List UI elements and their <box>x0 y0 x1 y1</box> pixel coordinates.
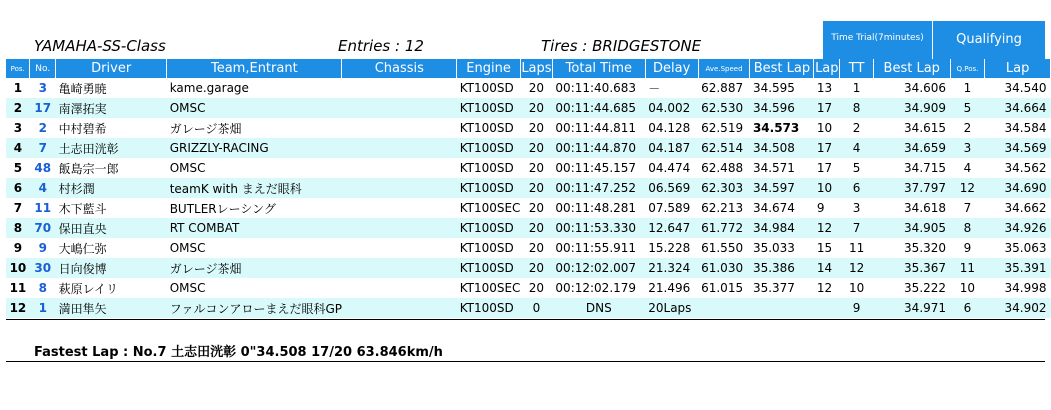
cell-delay: － <box>648 81 661 96</box>
cell-team: ガレージ茶畑 <box>169 121 242 136</box>
cell-pos: 2 <box>6 98 30 118</box>
cell-total-time: 00:11:44.685 <box>552 98 645 118</box>
cell-ave-speed <box>698 298 750 318</box>
cell-ave-speed: 61.015 <box>701 281 744 295</box>
cell-tt-best-lap: 34.715 <box>904 161 947 175</box>
col-tt: TT <box>840 59 874 78</box>
cell-best-lap: 34.596 <box>750 98 814 118</box>
cell-chassis <box>342 78 457 98</box>
cell-lap: 17 <box>816 161 833 175</box>
cell-team: OMSC <box>169 281 206 295</box>
cell-engine: KT100SD <box>457 98 521 118</box>
col-chassis: Chassis <box>342 59 457 78</box>
cell-delay: 04.474 <box>648 161 691 175</box>
cell-pos: 5 <box>13 161 23 175</box>
cell-laps: 20 <box>528 201 545 215</box>
cell-lap: 10 <box>814 178 840 198</box>
cell-tt-best-lap: 34.659 <box>873 138 950 158</box>
cell-best-lap: 35.386 <box>750 258 814 278</box>
cell-total-time: 00:11:47.252 <box>552 178 645 198</box>
cell-no: 7 <box>30 138 56 158</box>
cell-engine: KT100SD <box>459 121 514 135</box>
cell-tt: 3 <box>852 201 861 215</box>
cell-no: 30 <box>30 258 56 278</box>
cell-best-lap: 34.571 <box>752 161 795 175</box>
table-row <box>6 258 1051 278</box>
cell-engine: KT100SD <box>457 138 521 158</box>
cell-pos: 10 <box>6 258 30 278</box>
cell-engine: KT100SD <box>459 81 514 95</box>
cell-driver: 亀崎勇暁 <box>58 81 107 96</box>
col-laps: Laps <box>521 61 552 76</box>
cell-q-lap: 34.690 <box>985 178 1051 198</box>
cell-total-time: DNS <box>552 298 645 318</box>
cell-q-pos: 6 <box>950 298 985 318</box>
cell-chassis <box>342 298 457 318</box>
cell-no: 8 <box>38 281 47 295</box>
cell-tt-best-lap: 35.222 <box>904 281 947 295</box>
cell-no: 70 <box>30 218 56 238</box>
cell-tt: 10 <box>848 281 865 295</box>
table-row <box>6 178 1051 198</box>
cell-no: 17 <box>30 98 56 118</box>
cell-pos: 1 <box>13 81 23 95</box>
cell-ave-speed: 62.514 <box>698 138 750 158</box>
table-row <box>6 78 1051 98</box>
cell-no: 4 <box>30 178 56 198</box>
cell-tt-best-lap: 34.909 <box>873 98 950 118</box>
cell-best-lap: 35.377 <box>752 281 795 295</box>
column-header-row <box>6 59 1051 78</box>
cell-engine: KT100SD <box>457 178 521 198</box>
cell-driver: 土志田洸彰 <box>56 138 167 158</box>
cell-q-lap: 34.584 <box>1004 121 1047 135</box>
cell-team: RT COMBAT <box>167 218 342 238</box>
cell-tt: 12 <box>840 258 874 278</box>
time-trial-header: Time Trial(7minutes) <box>822 21 932 59</box>
cell-ave-speed: 62.519 <box>701 121 744 135</box>
cell-delay: 04.002 <box>645 98 698 118</box>
cell-driver: 保田直央 <box>56 218 167 238</box>
title-row <box>0 36 822 58</box>
cell-pos: 8 <box>6 218 30 238</box>
cell-delay: 21.496 <box>648 281 691 295</box>
col-ave-speed: Ave.Speed <box>698 59 750 78</box>
cell-laps: 20 <box>528 81 545 95</box>
cell-ave-speed: 62.213 <box>701 201 744 215</box>
cell-total-time: 00:11:48.281 <box>555 201 637 215</box>
cell-tt: 2 <box>852 121 861 135</box>
cell-best-lap: 34.508 <box>750 138 814 158</box>
cell-tt-best-lap: 35.320 <box>904 241 947 255</box>
cell-delay: 21.324 <box>645 258 698 278</box>
cell-tt: 1 <box>852 81 861 95</box>
table-row <box>6 238 1051 258</box>
cell-lap: 15 <box>816 241 833 255</box>
cell-lap: 14 <box>814 258 840 278</box>
cell-total-time: 00:12:02.007 <box>552 258 645 278</box>
cell-delay: 12.647 <box>645 218 698 238</box>
cell-chassis <box>342 258 457 278</box>
cell-no: 1 <box>30 298 56 318</box>
cell-no: 9 <box>38 241 47 255</box>
cell-delay: 07.589 <box>648 201 691 215</box>
cell-pos: 4 <box>6 138 30 158</box>
cell-tt: 9 <box>840 298 874 318</box>
cell-q-pos: 10 <box>959 281 976 295</box>
col-no: No. <box>30 59 56 78</box>
cell-chassis <box>342 158 457 178</box>
cell-laps: 20 <box>528 281 545 295</box>
cell-q-lap: 34.569 <box>985 138 1051 158</box>
cell-engine: KT100SD <box>457 258 521 278</box>
cell-engine: KT100SEC <box>459 201 521 215</box>
cell-lap: 9 <box>816 201 825 215</box>
cell-laps: 20 <box>520 138 552 158</box>
fastest-lap-summary: Fastest Lap : No.7 土志田洸彰 0"34.508 17/20 63.846km/h <box>34 345 443 360</box>
cell-chassis <box>342 118 457 138</box>
cell-team: kame.garage <box>169 81 249 95</box>
cell-team: ガレージ茶畑 <box>167 258 342 278</box>
cell-team: OMSC <box>169 241 206 255</box>
cell-pos: 9 <box>13 241 23 255</box>
cell-delay: 04.187 <box>645 138 698 158</box>
cell-chassis <box>342 178 457 198</box>
cell-ave-speed: 61.550 <box>701 241 744 255</box>
cell-q-pos: 4 <box>963 161 972 175</box>
cell-team: BUTLERレーシング <box>169 201 276 216</box>
col-lap: Lap <box>815 61 839 76</box>
cell-total-time: 00:11:44.811 <box>555 121 637 135</box>
cell-laps: 20 <box>520 218 552 238</box>
cell-q-lap: 34.902 <box>985 298 1051 318</box>
cell-q-lap: 34.926 <box>985 218 1051 238</box>
table-row <box>6 98 1051 118</box>
cell-tt: 6 <box>840 178 874 198</box>
table-row <box>6 158 1051 178</box>
cell-q-pos: 11 <box>950 258 985 278</box>
cell-tt: 8 <box>840 98 874 118</box>
cell-driver: 村杉潤 <box>56 178 167 198</box>
cell-q-lap: 35.063 <box>1004 241 1047 255</box>
cell-laps: 20 <box>520 98 552 118</box>
cell-q-lap: 34.662 <box>1004 201 1047 215</box>
cell-q-pos: 7 <box>963 201 972 215</box>
qualifying-header: Qualifying <box>932 21 1045 59</box>
table-row <box>6 298 1051 318</box>
cell-tt: 4 <box>840 138 874 158</box>
cell-lap: 17 <box>814 138 840 158</box>
cell-tt-best-lap: 34.615 <box>904 121 947 135</box>
col-driver: Driver <box>56 59 167 78</box>
cell-chassis <box>342 198 457 218</box>
table-row <box>6 138 1051 158</box>
cell-laps: 20 <box>528 161 545 175</box>
cell-delay: 04.128 <box>648 121 691 135</box>
cell-driver: 大嶋仁弥 <box>58 241 107 256</box>
table-row <box>6 198 1051 218</box>
cell-lap: 12 <box>814 218 840 238</box>
cell-q-lap: 34.998 <box>1004 281 1047 295</box>
cell-tt-best-lap: 34.618 <box>904 201 947 215</box>
cell-total-time: 00:12:02.179 <box>555 281 637 295</box>
cell-tt-best-lap: 35.367 <box>873 258 950 278</box>
cell-q-pos: 5 <box>950 98 985 118</box>
cell-lap <box>814 298 840 318</box>
cell-q-pos: 2 <box>963 121 972 135</box>
cell-driver: 中村碧希 <box>58 121 107 136</box>
cell-engine: KT100SD <box>457 218 521 238</box>
cell-q-lap: 35.391 <box>985 258 1051 278</box>
cell-ave-speed: 61.772 <box>698 218 750 238</box>
cell-lap: 12 <box>816 281 833 295</box>
cell-laps: 20 <box>528 241 545 255</box>
cell-engine: KT100SD <box>457 298 521 318</box>
cell-engine: KT100SEC <box>459 281 521 295</box>
cell-laps: 20 <box>520 258 552 278</box>
col-tt-best-lap: Best Lap <box>873 59 950 78</box>
cell-lap: 17 <box>814 98 840 118</box>
cell-team: OMSC <box>167 98 342 118</box>
cell-pos: 3 <box>13 121 23 135</box>
cell-delay: 15.228 <box>648 241 691 255</box>
cell-pos: 6 <box>6 178 30 198</box>
cell-lap: 10 <box>816 121 833 135</box>
cell-best-lap: 34.573 <box>752 121 800 135</box>
col-pos: Pos. <box>6 59 30 78</box>
table-row <box>6 218 1051 238</box>
cell-delay: 20Laps <box>645 298 698 318</box>
col-delay: Delay <box>645 59 698 78</box>
cell-total-time: 00:11:55.911 <box>555 241 637 255</box>
cell-best-lap: 34.674 <box>752 201 795 215</box>
cell-no: 2 <box>38 121 47 135</box>
cell-pos: 7 <box>13 201 23 215</box>
cell-ave-speed: 62.488 <box>701 161 744 175</box>
cell-best-lap: 34.984 <box>750 218 814 238</box>
cell-best-lap: 34.595 <box>752 81 795 95</box>
cell-chassis <box>342 98 457 118</box>
cell-engine: KT100SD <box>459 161 514 175</box>
cell-ave-speed: 61.030 <box>698 258 750 278</box>
table-row <box>6 278 1051 298</box>
table-bottom-rule <box>6 319 1045 320</box>
col-engine: Engine <box>457 59 521 78</box>
entries-count: Entries : 12 <box>338 37 424 55</box>
cell-chassis <box>342 238 457 258</box>
class-name: YAMAHA-SS-Class <box>34 37 166 55</box>
tires-label: Tires : BRIDGESTONE <box>541 37 702 55</box>
cell-driver: 満田隼矢 <box>56 298 167 318</box>
cell-total-time: 00:11:40.683 <box>555 81 637 95</box>
cell-best-lap <box>750 298 814 318</box>
cell-q-lap: 34.540 <box>1004 81 1047 95</box>
cell-driver: 南澤拓実 <box>56 98 167 118</box>
cell-ave-speed: 62.887 <box>701 81 744 95</box>
cell-no: 48 <box>34 161 52 175</box>
cell-tt-best-lap: 34.905 <box>873 218 950 238</box>
cell-team: GRIZZLY-RACING <box>167 138 342 158</box>
col-q-pos: Q.Pos. <box>950 59 985 78</box>
cell-engine: KT100SD <box>459 241 514 255</box>
col-total-time: Total Time <box>552 59 645 78</box>
table-row <box>6 118 1051 138</box>
cell-q-pos: 12 <box>950 178 985 198</box>
cell-lap: 13 <box>816 81 833 95</box>
cell-best-lap: 34.597 <box>750 178 814 198</box>
footer-rule <box>6 361 1045 362</box>
cell-q-pos: 8 <box>950 218 985 238</box>
cell-team: teamK with まえだ眼科 <box>167 178 342 198</box>
cell-q-lap: 34.664 <box>985 98 1051 118</box>
cell-team: ファルコンアローまえだ眼科GP <box>167 298 342 318</box>
cell-laps: 0 <box>520 298 552 318</box>
col-best-lap: Best Lap <box>750 59 814 78</box>
col-team: Team,Entrant <box>167 59 342 78</box>
cell-no: 11 <box>34 201 52 215</box>
col-q-lap: Lap <box>985 59 1051 78</box>
cell-tt: 11 <box>848 241 865 255</box>
cell-q-pos: 9 <box>963 241 972 255</box>
cell-driver: 木下藍斗 <box>58 201 107 216</box>
cell-q-pos: 3 <box>950 138 985 158</box>
cell-ave-speed: 62.530 <box>698 98 750 118</box>
cell-chassis <box>342 278 457 298</box>
cell-tt-best-lap: 37.797 <box>873 178 950 198</box>
cell-ave-speed: 62.303 <box>698 178 750 198</box>
cell-best-lap: 35.033 <box>752 241 795 255</box>
cell-tt: 7 <box>840 218 874 238</box>
cell-total-time: 00:11:44.870 <box>552 138 645 158</box>
cell-chassis <box>342 218 457 238</box>
cell-no: 3 <box>38 81 47 95</box>
cell-tt: 5 <box>852 161 861 175</box>
cell-q-pos: 1 <box>963 81 972 95</box>
cell-delay: 06.569 <box>645 178 698 198</box>
results-table <box>6 59 1051 318</box>
cell-q-lap: 34.562 <box>1004 161 1047 175</box>
cell-driver: 日向俊博 <box>56 258 167 278</box>
cell-team: OMSC <box>169 161 206 175</box>
cell-tt-best-lap: 34.606 <box>904 81 947 95</box>
cell-pos: 11 <box>9 281 27 295</box>
cell-laps: 20 <box>528 121 545 135</box>
cell-tt-best-lap: 34.971 <box>873 298 950 318</box>
cell-pos: 12 <box>6 298 30 318</box>
cell-total-time: 00:11:45.157 <box>555 161 637 175</box>
cell-chassis <box>342 138 457 158</box>
cell-driver: 萩原レイリ <box>58 281 119 296</box>
cell-total-time: 00:11:53.330 <box>552 218 645 238</box>
cell-driver: 飯島宗一郎 <box>58 161 119 176</box>
cell-laps: 20 <box>520 178 552 198</box>
